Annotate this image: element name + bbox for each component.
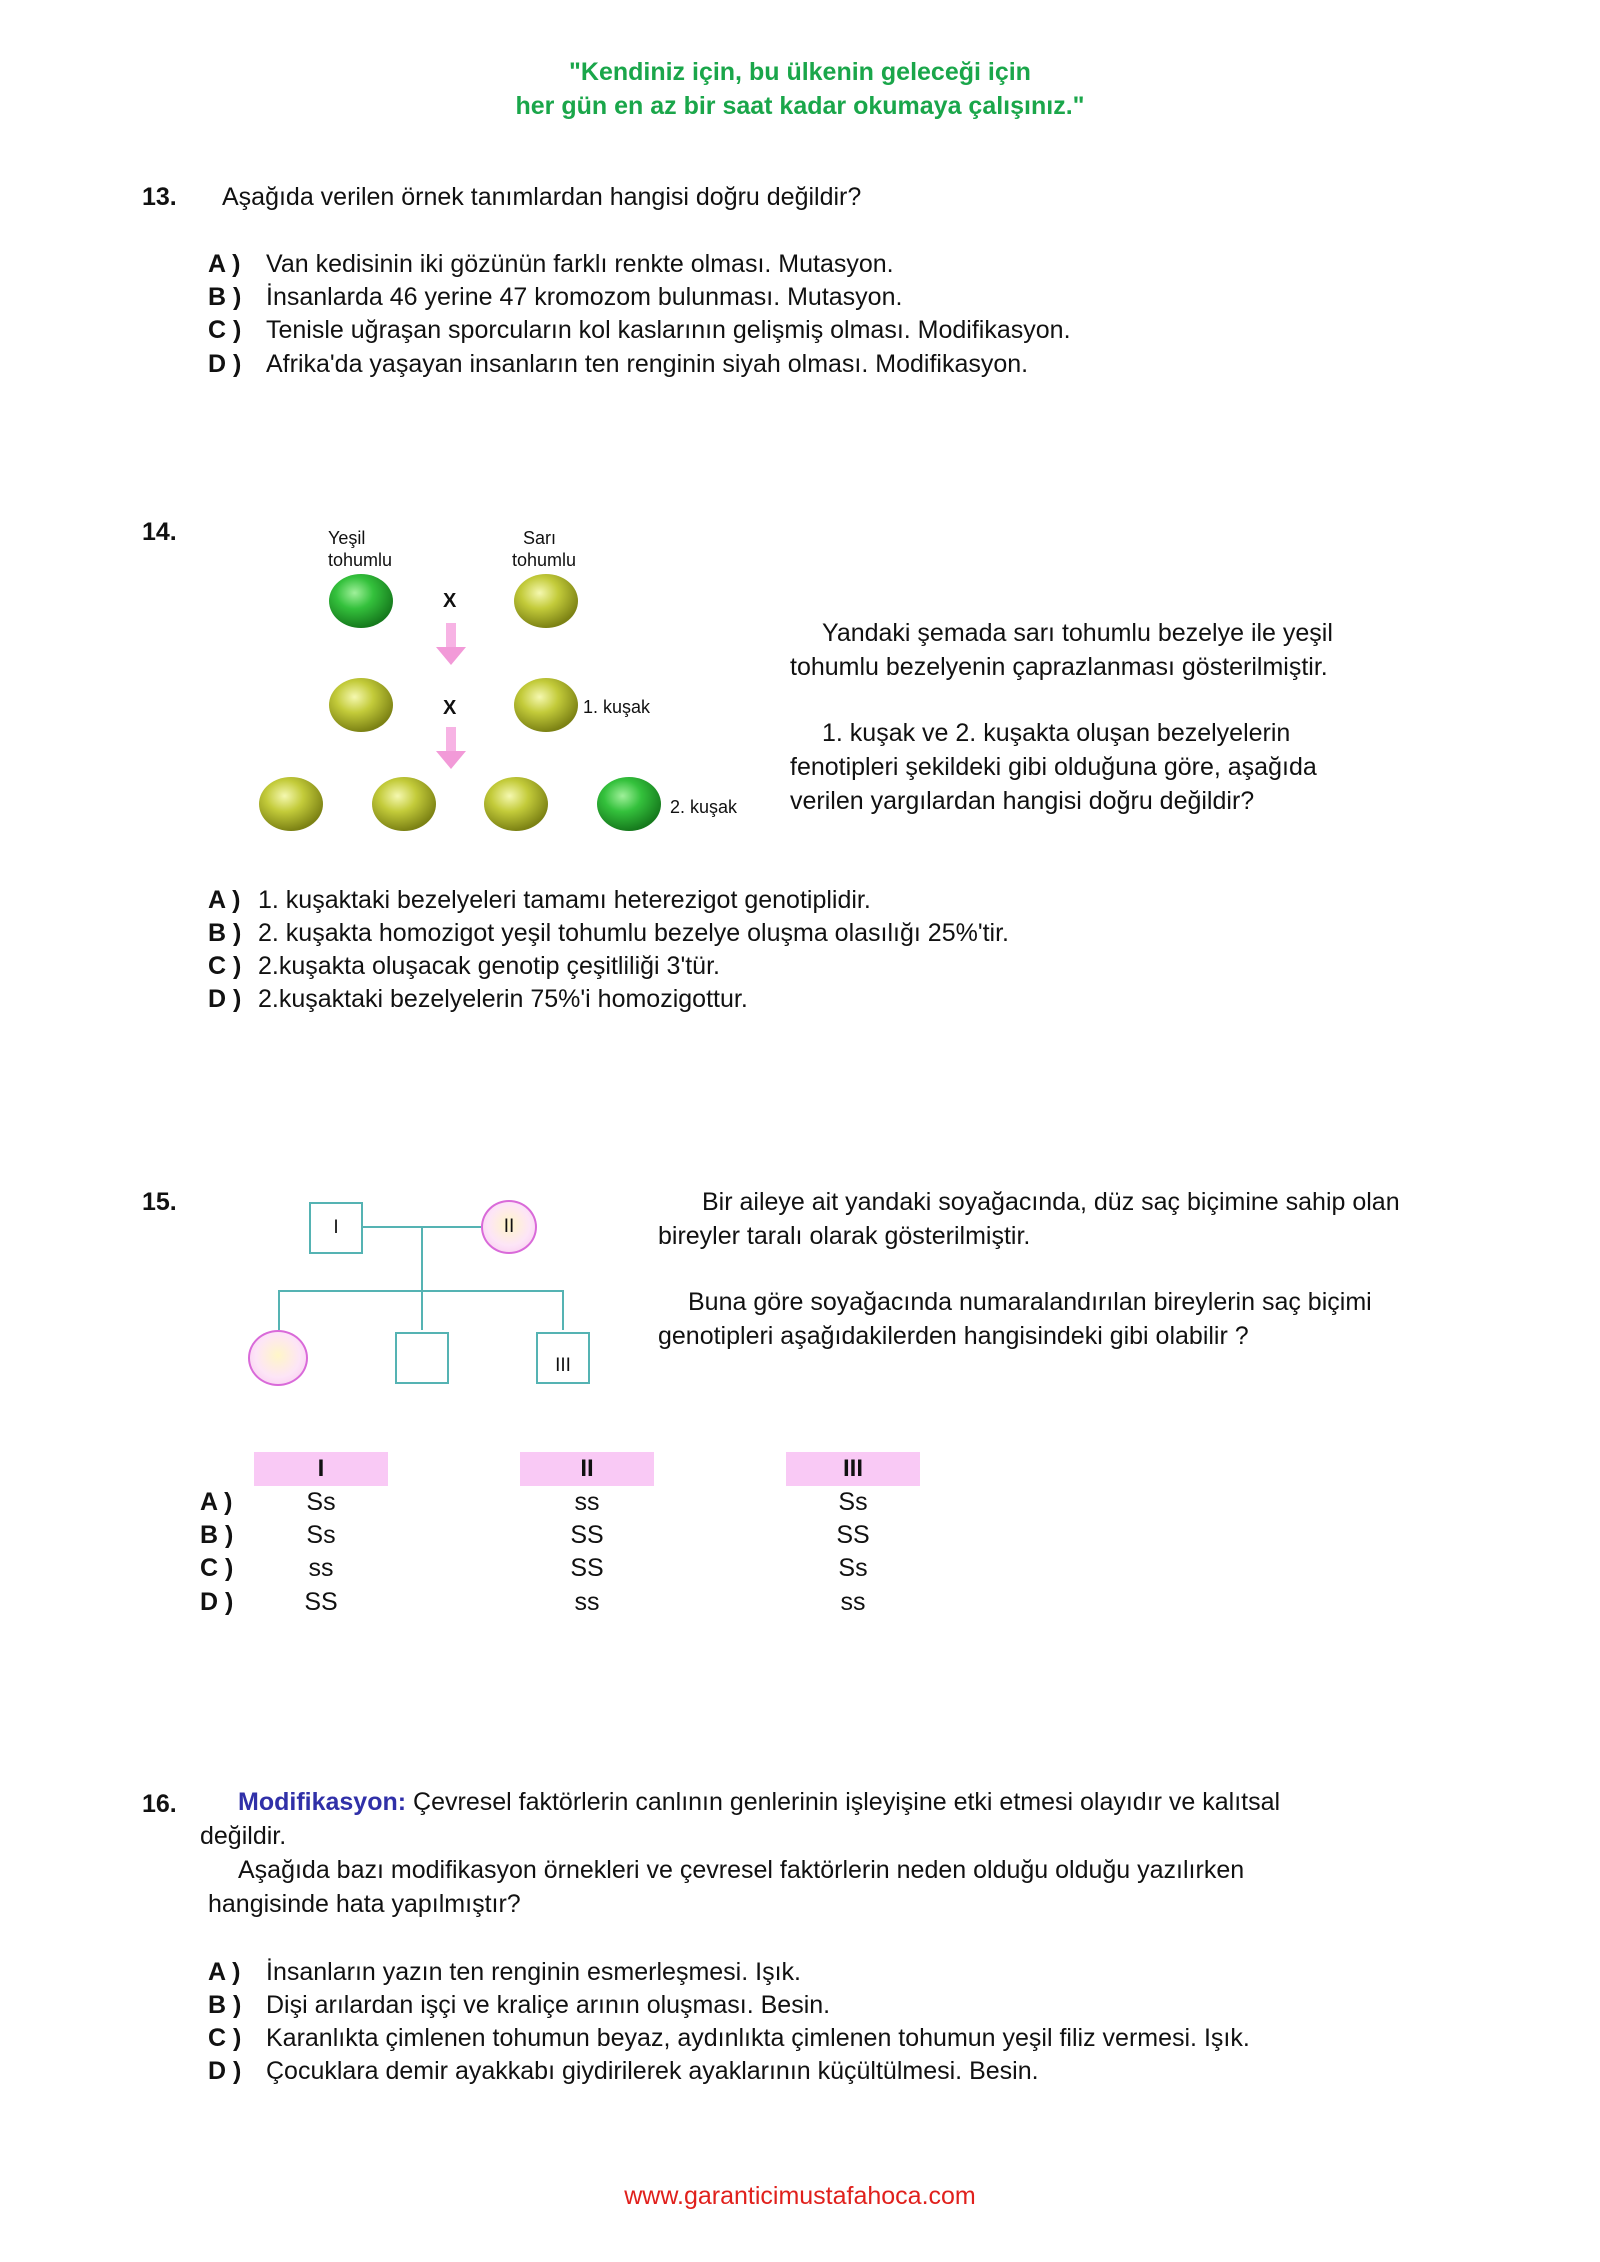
table-header-I: I	[254, 1452, 388, 1486]
q13-option-d	[208, 350, 1028, 379]
arrow-down-icon	[436, 623, 466, 665]
q14-option-b	[208, 919, 1009, 948]
cross-symbol-1: X	[443, 590, 457, 612]
option-letter: C )	[208, 2024, 242, 2052]
option-text: Afrika'da yaşayan insanların ten renginin siyah olması. Modifikasyon.	[266, 350, 1029, 378]
question-16-line-4: hangisinde hata yapılmıştır?	[208, 1890, 521, 1918]
q14-option-a	[208, 886, 871, 915]
q15-paragraph-2: Buna göre soyağacında numaralandırılan bireylerin saç biçimi genotipleri aşağıdakilerden hangisindeki gibi olabilir ?	[658, 1288, 1372, 1350]
option-letter: C )	[208, 316, 242, 344]
option-letter: C )	[208, 952, 242, 980]
q13-option-b	[208, 283, 902, 312]
q16-option-a	[208, 1958, 801, 1987]
q14-paragraph-2: 1. kuşak ve 2. kuşakta oluşan bezelyelerin fenotipleri şekildeki gibi olduğuna göre, aşağıda verilen yargılardan hangisi doğru değildir?	[790, 719, 1317, 815]
option-letter: A )	[208, 1958, 241, 1986]
q15-paragraph-1: Bir aileye ait yandaki soyağacında, düz saç biçimine sahip olan bireyler taralı olarak gösterilmiştir.	[658, 1188, 1400, 1250]
question-16-line-3: Aşağıda bazı modifikasyon örnekleri ve çevresel faktörlerin neden olduğu olduğu yazılırken	[238, 1856, 1245, 1884]
gen1-pea	[514, 678, 578, 732]
table-row-letter: A )	[200, 1488, 233, 1516]
parent-green-pea	[329, 574, 393, 628]
q14-option-d	[208, 985, 748, 1014]
table-cell: SS	[570, 1554, 604, 1582]
option-text: Tenisle uğraşan sporcuların kol kaslarının gelişmiş olması. Modifikasyon.	[266, 316, 1071, 344]
q16-option-b	[208, 1991, 830, 2020]
option-letter: B )	[208, 1991, 242, 2019]
gen2-green-pea	[597, 777, 661, 831]
table-cell: ss	[308, 1554, 334, 1582]
option-text: 2.kuşakta oluşacak genotip çeşitliliği 3'tür.	[258, 952, 720, 980]
pedigree-daughter	[248, 1330, 308, 1386]
table-cell: Ss	[838, 1554, 868, 1582]
option-letter: D )	[208, 2057, 242, 2085]
question-16-number: 16.	[142, 1790, 177, 1818]
cross-symbol-2: X	[443, 697, 457, 719]
pedigree-male-I: I	[309, 1202, 363, 1254]
table-row-letter: C )	[200, 1554, 234, 1582]
parent-yellow-pea	[514, 574, 578, 628]
option-text: İnsanların yazın ten renginin esmerleşmesi. Işık.	[266, 1958, 801, 1986]
table-row-letter: D )	[200, 1588, 234, 1616]
gen2-pea	[372, 777, 436, 831]
table-cell: ss	[840, 1588, 866, 1616]
option-text: 2.kuşaktaki bezelyelerin 75%'i homozigottur.	[258, 985, 748, 1013]
motto-line-1: "Kendiniz için, bu ülkenin geleceği için	[569, 58, 1031, 86]
term-label: Modifikasyon:	[238, 1788, 407, 1816]
label-green-line2: tohumlu	[328, 550, 393, 570]
q14-option-c	[208, 952, 720, 981]
table-cell: Ss	[838, 1488, 868, 1516]
option-letter: B )	[208, 283, 242, 311]
arrow-down-icon	[436, 727, 466, 769]
table-header-II: II	[520, 1452, 654, 1486]
table-cell: ss	[574, 1488, 600, 1516]
label-yellow-line2: tohumlu	[512, 550, 577, 570]
descent-line	[421, 1227, 423, 1290]
motto-line-2: her gün en az bir saat kadar okumaya çalışınız."	[515, 92, 1085, 120]
pedigree-son	[395, 1332, 449, 1384]
option-text: İnsanlarda 46 yerine 47 kromozom bulunması. Mutasyon.	[266, 283, 903, 311]
option-letter: D )	[208, 350, 242, 378]
question-13-text: Aşağıda verilen örnek tanımlardan hangisi doğru değildir?	[222, 183, 862, 211]
footer-link[interactable]: www.garanticimustafahoca.com	[624, 2182, 976, 2210]
table-cell: SS	[836, 1521, 870, 1549]
child-line	[278, 1290, 280, 1330]
pedigree-female-II: II	[481, 1200, 537, 1254]
gen2-pea	[259, 777, 323, 831]
option-text: 2. kuşakta homozigot yeşil tohumlu bezelye oluşma olasılığı 25%'tir.	[258, 919, 1009, 947]
option-text: Çocuklara demir ayakkabı giydirilerek ayaklarının küçültülmesi. Besin.	[266, 2057, 1039, 2085]
q13-option-a	[208, 250, 894, 279]
question-14-number: 14.	[142, 518, 177, 546]
label-yellow-line1: Sarı	[523, 528, 557, 548]
option-letter: D )	[208, 985, 242, 1013]
table-cell: SS	[304, 1588, 338, 1616]
option-text: Karanlıkta çimlenen tohumun beyaz, aydınlıkta çimlenen tohumun yeşil filiz vermesi. Işık.	[266, 2024, 1250, 2052]
label-green-line1: Yeşil	[328, 528, 366, 548]
q14-paragraph-1: Yandaki şemada sarı tohumlu bezelye ile yeşil tohumlu bezelyenin çaprazlanması gösterilmiştir.	[790, 619, 1333, 681]
child-line	[562, 1290, 564, 1330]
table-header-III: III	[786, 1452, 920, 1486]
table-cell: Ss	[306, 1488, 336, 1516]
question-13-number: 13.	[142, 183, 177, 211]
option-letter: A )	[208, 250, 241, 278]
gen1-pea	[329, 678, 393, 732]
question-16-line-2: değildir.	[200, 1822, 287, 1850]
q16-option-d	[208, 2057, 1039, 2086]
pedigree-son-III: III	[536, 1332, 590, 1384]
table-row-letter: B )	[200, 1521, 234, 1549]
option-letter: B )	[208, 919, 242, 947]
option-text: Dişi arılardan işçi ve kraliçe arının oluşması. Besin.	[266, 1991, 831, 2019]
gen2-pea	[484, 777, 548, 831]
table-cell: SS	[570, 1521, 604, 1549]
gen2-label: 2. kuşak	[670, 797, 738, 817]
table-cell: Ss	[306, 1521, 336, 1549]
question-16-line-1	[238, 1788, 1280, 1817]
gen1-label: 1. kuşak	[583, 697, 651, 717]
option-text: Van kedisinin iki gözünün farklı renkte olması. Mutasyon.	[266, 250, 894, 278]
q13-option-c	[208, 316, 1071, 345]
q16-option-c	[208, 2024, 1250, 2053]
question-15-number: 15.	[142, 1188, 177, 1216]
child-line	[421, 1290, 423, 1330]
option-letter: A )	[208, 886, 241, 914]
option-text: 1. kuşaktaki bezelyeleri tamamı heterezigot genotiplidir.	[258, 886, 871, 914]
term-definition: Çevresel faktörlerin canlının genlerinin işleyişine etki etmesi olayıdır ve kalıtsal	[413, 1788, 1281, 1816]
table-cell: ss	[574, 1588, 600, 1616]
